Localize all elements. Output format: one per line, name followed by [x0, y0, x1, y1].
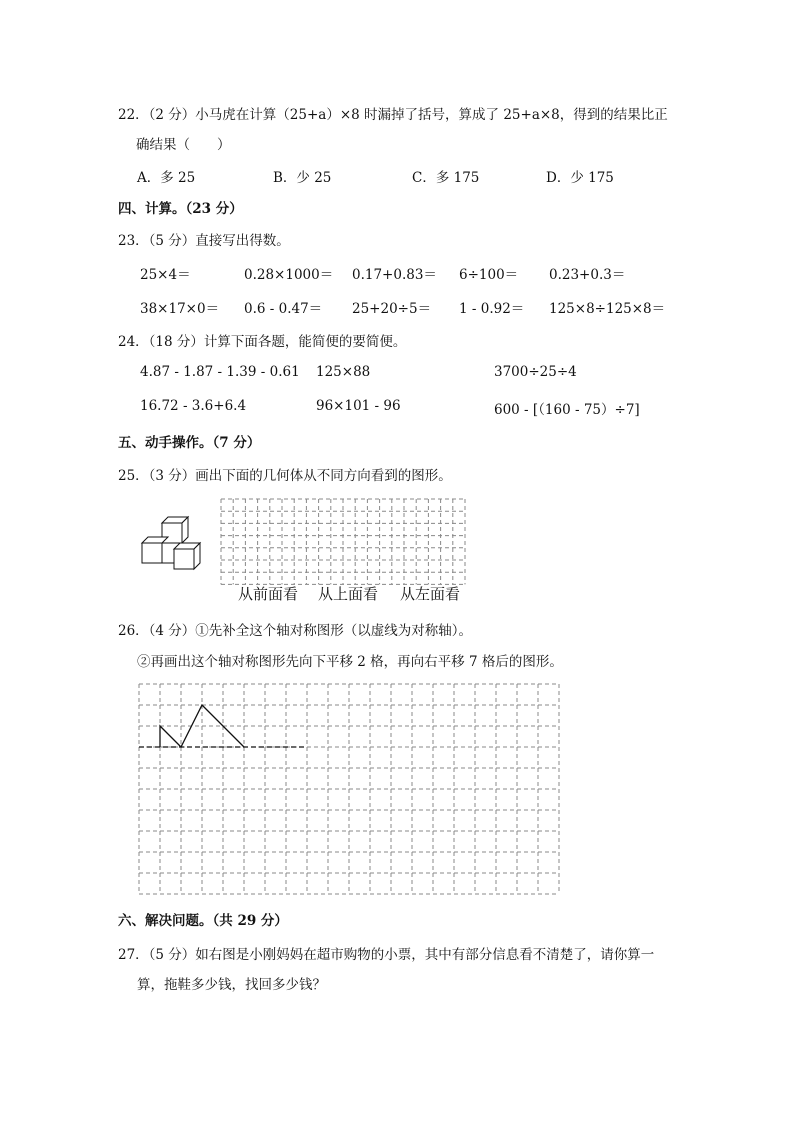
q23-prompt: 23．（5 分）直接写出得数。	[118, 233, 290, 249]
q24-item: 3700÷25÷4	[494, 364, 577, 380]
q22-option-b: B．少 25	[273, 170, 332, 186]
q27-line2: 算，拖鞋多少钱，找回多少钱？	[137, 977, 326, 993]
view-grid	[220, 498, 470, 586]
view-label-top: 从上面看	[318, 585, 379, 603]
q24-item: 125×88	[316, 364, 371, 380]
q23-item: 38×17×0＝	[140, 301, 220, 317]
q22-option-a: A．多 25	[137, 170, 196, 186]
q25-prompt: 25．（3 分）画出下面的几何体从不同方向看到的图形。	[118, 468, 452, 484]
q22-option-c: C．多 175	[412, 170, 480, 186]
q23-item: 1 - 0.92＝	[459, 301, 525, 317]
section4-title: 四、计算。（23 分）	[118, 201, 243, 217]
q24-item: 16.72 - 3.6+6.4	[140, 398, 247, 414]
section5-title: 五、动手操作。（7 分）	[118, 435, 261, 451]
q24-item: 96×101 - 96	[316, 398, 401, 414]
q23-item: 0.6 - 0.47＝	[244, 301, 323, 317]
q26-line2: ②再画出这个轴对称图形先向下平移 2 格，再向右平移 7 格后的图形。	[137, 654, 563, 670]
q23-item: 25×4＝	[140, 267, 191, 283]
q27-line1: 27．（5 分）如右图是小刚妈妈在超市购物的小票，其中有部分信息看不清楚了，请你算一	[118, 947, 655, 963]
q24-prompt: 24．（18 分）计算下面各题，能简便的要简便。	[118, 334, 407, 350]
q24-item: 600 - [（160 - 75）÷7]	[494, 402, 640, 418]
q23-item: 6÷100＝	[459, 267, 519, 283]
q26-line1: 26．（4 分）①先补全这个轴对称图形（以虚线为对称轴）。	[118, 623, 473, 639]
section6-title: 六、解决问题。（共 29 分）	[118, 913, 288, 929]
q23-item: 0.23+0.3＝	[549, 267, 626, 283]
view-label-left: 从左面看	[400, 585, 461, 603]
q22-line1: 22．（2 分）小马虎在计算（25+a）×8 时漏掉了括号，算成了 25+a×8，得到的结果比正	[118, 107, 668, 123]
view-label-front: 从前面看	[238, 585, 299, 603]
q23-item: 0.17+0.83＝	[352, 267, 437, 283]
q22-option-d: D．少 175	[546, 170, 614, 186]
q23-item: 0.28×1000＝	[244, 267, 334, 283]
q24-item: 4.87 - 1.87 - 1.39 - 0.61	[140, 364, 300, 380]
symmetry-grid	[138, 683, 562, 895]
cubes-figure	[137, 512, 213, 572]
q23-item: 25+20÷5＝	[352, 301, 432, 317]
q23-item: 125×8÷125×8＝	[549, 301, 666, 317]
q22-line2: 确结果（ ）	[136, 137, 231, 153]
